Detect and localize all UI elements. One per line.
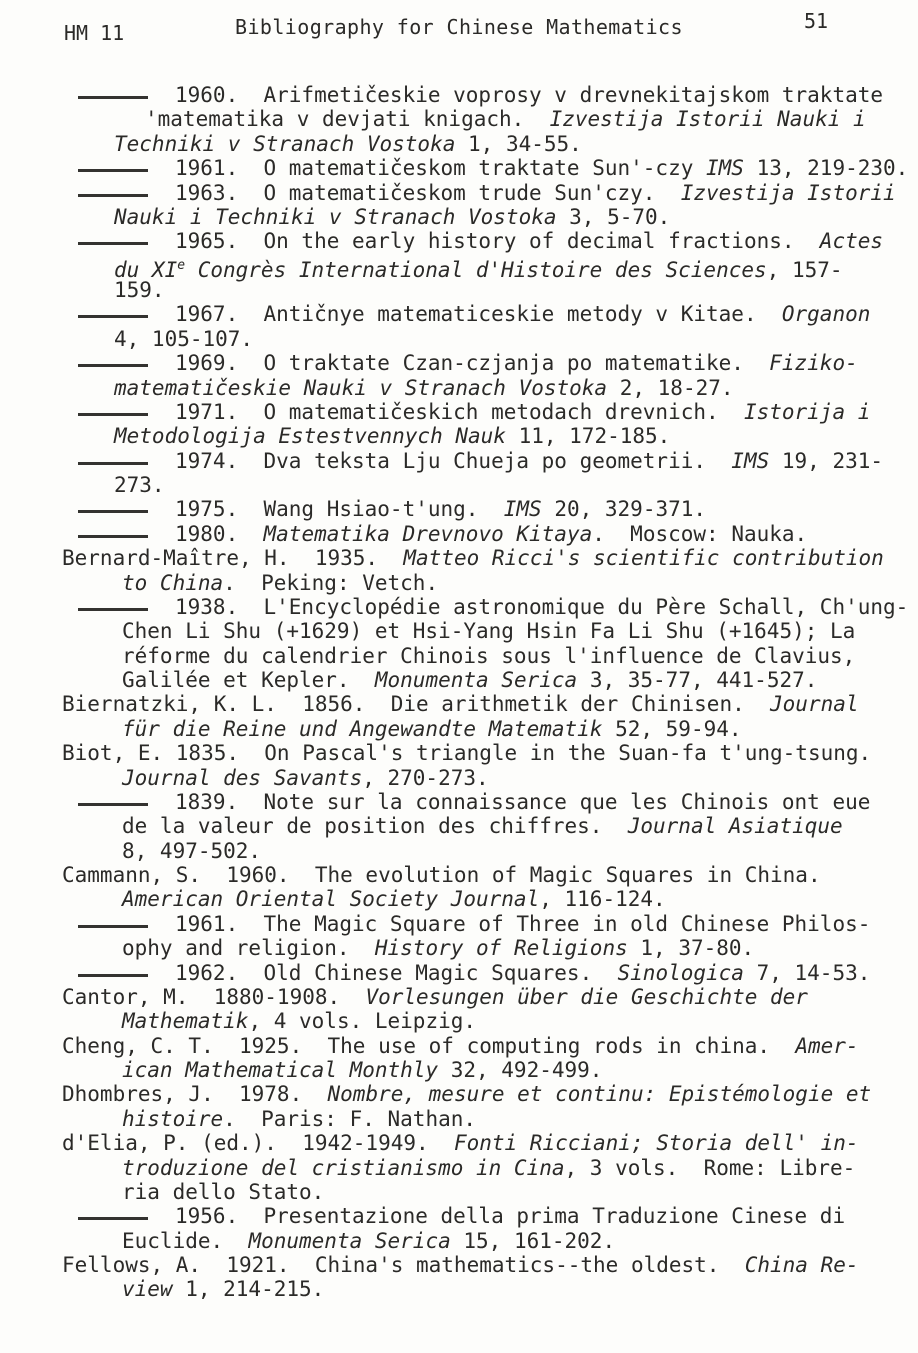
text: de la valeur de position des chiffres.: [122, 814, 628, 839]
text: 2, 18-27.: [607, 375, 734, 400]
text: 1971. O matematičeskich metodach drevnich.: [175, 399, 744, 424]
text: 1974. Dva teksta Lju Chueja po geometrii.: [175, 448, 732, 473]
ditto-mark: [78, 603, 148, 611]
ditto-mark: [78, 920, 148, 928]
bib-line: [62, 327, 912, 351]
bib-line: [62, 1131, 912, 1155]
bib-line: [62, 1107, 912, 1131]
bib-line: [62, 790, 912, 814]
italic-text: Journal Asiatique: [627, 814, 843, 839]
bib-line: [62, 229, 912, 253]
text: , 4 vols. Leipzig.: [248, 1009, 477, 1034]
bib-line: [62, 741, 912, 765]
text: Cammann, S. 1960. The evolution of Magic Squares in China.: [62, 863, 821, 887]
text: 1960. Arifmetičeskie voprosy v drevnekitajskom traktate: [175, 83, 884, 107]
bib-line: [62, 1058, 912, 1082]
italic-text: Monumenta Serica: [374, 668, 578, 692]
italic-text: für die Reine und Angewandte Matematik: [122, 716, 603, 741]
ditto-mark: [78, 505, 148, 513]
text: . Peking: Vetch.: [223, 570, 439, 595]
text: 1975. Wang Hsiao-t'ung.: [175, 497, 504, 522]
italic-text: matematičeskie Nauki v Stranach Vostoka: [114, 375, 608, 400]
italic-text: histoire: [122, 1106, 224, 1131]
text: 1961. The Magic Square of Three in old Chinese Philos-: [175, 911, 871, 936]
bib-line: [62, 595, 912, 619]
text: 159.: [114, 278, 165, 302]
italic-text: view: [122, 1277, 173, 1302]
italic-text: Congrès International d'Histoire des Sciences: [185, 257, 767, 282]
text: 1980.: [175, 521, 264, 546]
page-number: 51: [804, 9, 829, 33]
italic-text: du XI: [114, 257, 178, 282]
italic-text: Mathematik: [122, 1009, 249, 1034]
text: 15, 161-202.: [450, 1228, 616, 1253]
ditto-mark: [78, 164, 148, 172]
bib-line: [62, 83, 912, 107]
bibliography: [62, 83, 912, 1302]
page-title: Bibliography for Chinese Mathematics: [235, 15, 683, 39]
bib-line: [62, 205, 912, 229]
bib-line: [62, 400, 912, 424]
text: 1965. On the early history of decimal fractions.: [175, 229, 820, 254]
bib-line: [62, 1204, 912, 1228]
text: d'Elia, P. (ed.). 1942-1949.: [62, 1131, 454, 1156]
italic-text: Sinologica: [617, 960, 744, 985]
text: . Moscow: Nauka.: [592, 521, 808, 546]
text: 1956. Presentazione della prima Traduzione Cinese di: [175, 1204, 846, 1229]
bib-line: [62, 107, 912, 131]
italic-text: IMS: [731, 448, 770, 473]
bib-line: [62, 522, 912, 546]
italic-text: China Re-: [744, 1253, 859, 1277]
text: Fellows, A. 1921. China's mathematics--the oldest.: [62, 1253, 745, 1277]
text: 52, 59-94.: [602, 716, 742, 741]
bib-line: [62, 1082, 912, 1106]
text: 1969. O traktate Czan-czjanja po matematike.: [175, 351, 770, 376]
italic-text: Organon: [781, 302, 871, 327]
ditto-mark: [78, 91, 148, 99]
text: Dhombres, J. 1978.: [62, 1082, 328, 1107]
text: , 157-: [766, 257, 843, 282]
bib-line: [62, 887, 912, 911]
italic-text: Metodologija Estestvennych Nauk: [114, 424, 506, 449]
bib-line: [62, 936, 912, 960]
bib-line: [62, 449, 912, 473]
text: Bernard-Maître, H. 1935.: [62, 546, 404, 571]
ditto-mark: [78, 359, 148, 367]
bib-line: [62, 863, 912, 887]
bib-line: [62, 351, 912, 375]
bib-line: [62, 985, 912, 1009]
bib-line: [62, 668, 912, 692]
italic-text: History of Religions: [374, 936, 628, 961]
italic-text: Nauki i Techniki v Stranach Vostoka: [114, 204, 557, 229]
bib-line: [62, 644, 912, 668]
italic-text: Istorija i: [743, 399, 871, 424]
text: , 3 vols. Rome: Libre-: [564, 1155, 856, 1180]
bib-line: [62, 546, 912, 570]
text: 20, 329-371.: [541, 497, 707, 522]
text: réforme du calendrier Chinois sous l'influence de Clavius,: [122, 643, 856, 668]
text: 3, 5-70.: [556, 204, 671, 229]
ditto-mark: [78, 189, 148, 197]
bib-line: [62, 1009, 912, 1033]
bib-line: [62, 376, 912, 400]
italic-text: Monumenta Serica: [248, 1228, 451, 1253]
italic-text: troduzione del cristianismo in Cina: [122, 1155, 565, 1180]
italic-text: Techniki v Stranach Vostoka: [114, 131, 456, 156]
bib-line: [62, 814, 912, 838]
bib-line: [62, 571, 912, 595]
bib-line: [62, 1156, 912, 1180]
italic-text: Fiziko-: [769, 351, 858, 376]
text: 1962. Old Chinese Magic Squares.: [175, 960, 618, 985]
italic-text: Journal: [770, 692, 859, 717]
ditto-mark: [78, 969, 148, 977]
italic-text: Journal des Savants: [122, 765, 363, 790]
bib-line: [62, 1253, 912, 1277]
text: Galilée et Kepler.: [122, 668, 375, 692]
bib-line: [62, 156, 912, 180]
text: 19, 231-: [769, 448, 884, 473]
bib-line: [62, 766, 912, 790]
bib-line: [62, 1277, 912, 1301]
bib-line: [62, 473, 912, 497]
text: 1963. O matematičeskom trude Sun'czy.: [175, 180, 681, 205]
bib-line: [62, 1229, 912, 1253]
text: 32, 492-499.: [438, 1058, 603, 1082]
italic-text: Matematika Drevnovo Kitaya: [263, 521, 593, 546]
bib-line: [62, 717, 912, 741]
ditto-mark: [78, 530, 148, 538]
bib-line: [62, 254, 912, 282]
italic-text: Actes: [819, 229, 884, 254]
italic-text: American Oriental Society Journal: [122, 887, 540, 912]
text: 273.: [114, 473, 165, 497]
italic-text: Fonti Ricciani; Storia dell' in-: [453, 1131, 859, 1156]
italic-text: IMS: [503, 497, 542, 522]
bib-line: [62, 839, 912, 863]
text: 1, 214-215.: [172, 1277, 325, 1302]
ditto-mark: [78, 457, 148, 465]
italic-text: Izvestija Istorii: [680, 180, 896, 205]
text: 8, 497-502.: [122, 838, 262, 863]
journal-code: HM 11: [64, 21, 125, 45]
text: 1, 34-55.: [455, 131, 582, 156]
text: 1839. Note sur la connaissance que les Chinois ont eue: [175, 789, 871, 814]
text: 1, 37-80.: [627, 936, 755, 961]
text: 11, 172-185.: [505, 424, 671, 449]
ditto-mark: [78, 408, 148, 416]
ditto-mark: [78, 798, 148, 806]
bib-line: [62, 497, 912, 521]
text: ria dello Stato.: [122, 1179, 325, 1204]
text: Chen Li Shu (+1629) et Hsi-Yang Hsin Fa Li Shu (+1645); La: [122, 619, 856, 644]
italic-text: ican Mathematical Monthly: [122, 1058, 439, 1082]
italic-text: to China: [122, 570, 224, 595]
italic-text: Matteo Ricci's scientific contribution: [403, 546, 884, 571]
italic-text: IMS: [706, 156, 744, 181]
italic-text: Nombre, mesure et continu: Epistémologie et: [327, 1082, 872, 1107]
text: Biot, E. 1835. On Pascal's triangle in the Suan-fa t'ung-tsung.: [62, 741, 872, 766]
text: 7, 14-53.: [743, 960, 871, 985]
bib-line: [62, 302, 912, 326]
ditto-mark: [78, 1212, 148, 1220]
bib-line: [62, 424, 912, 448]
bib-line: [62, 692, 912, 716]
italic-text: Izvestija Istorii Nauki i: [549, 107, 866, 132]
bib-line: [62, 912, 912, 936]
text: 1967. Antičnye matematiceskie metody v Kitae.: [175, 302, 782, 327]
text: Cheng, C. T. 1925. The use of computing rods in china.: [62, 1033, 796, 1058]
text: 4, 105-107.: [114, 326, 254, 351]
bib-line: [62, 1034, 912, 1058]
bib-line: [62, 181, 912, 205]
ditto-mark: [78, 237, 148, 245]
text: 1938. L'Encyclopédie astronomique du Père Schall, Ch'ung-: [175, 594, 909, 619]
bib-line: [62, 619, 912, 643]
text: Biernatzki, K. L. 1856. Die arithmetik der Chinisen.: [62, 692, 771, 717]
text: Cantor, M. 1880-1908.: [62, 984, 366, 1009]
text: ophy and religion.: [122, 936, 375, 961]
superscript-text: e: [177, 257, 186, 273]
ditto-mark: [78, 310, 148, 318]
bib-line: [62, 1180, 912, 1204]
text: 3, 35-77, 441-527.: [577, 668, 818, 692]
italic-text: Amer-: [795, 1033, 859, 1058]
bib-line: [62, 132, 912, 156]
text: Euclide.: [122, 1228, 249, 1253]
italic-text: Vorlesungen über die Geschichte der: [365, 984, 808, 1009]
text: 'matematika v devjati knigach.: [145, 107, 550, 132]
text: . Paris: F. Nathan.: [223, 1106, 477, 1131]
text: 13, 219-230.: [743, 156, 909, 181]
bib-line: [62, 961, 912, 985]
text: , 116-124.: [539, 887, 666, 912]
text: 1961. O matematičeskom traktate Sun'-czy: [175, 156, 707, 181]
text: , 270-273.: [362, 765, 489, 790]
